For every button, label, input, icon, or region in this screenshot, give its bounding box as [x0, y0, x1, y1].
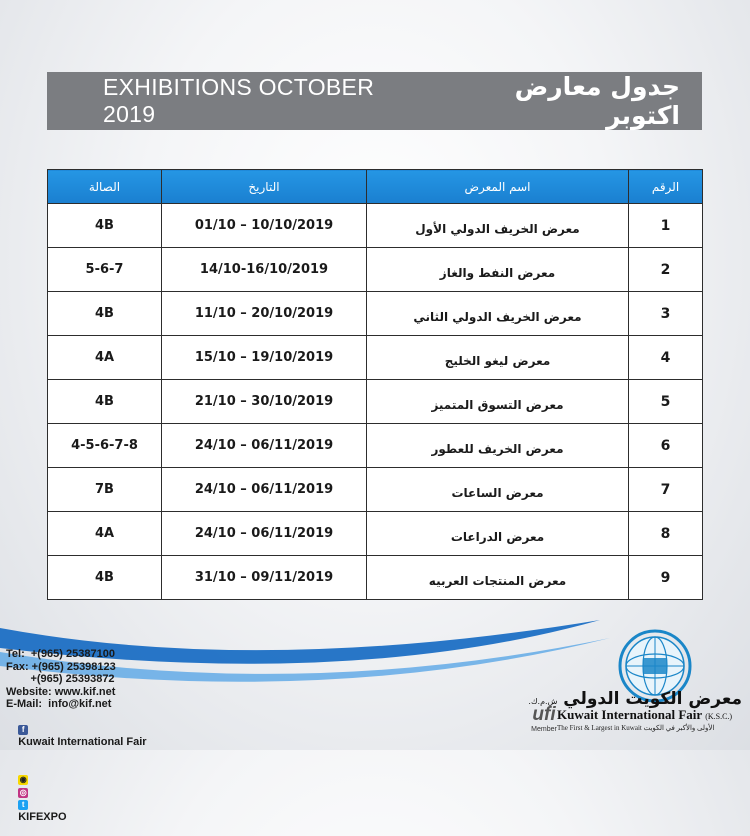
title-arabic: جدول معارض اكتوبر — [514, 72, 680, 130]
cell-name: معرض النفط والغاز — [367, 248, 629, 292]
cell-hall: 4B — [48, 556, 162, 600]
ufi-member-badge — [528, 690, 560, 742]
cell-date: 01/10 – 10/10/2019 — [162, 204, 367, 248]
cell-name: معرض الدراعات — [367, 512, 629, 556]
col-header-hall: الصالة — [48, 170, 162, 204]
cell-date: 15/10 – 19/10/2019 — [162, 336, 367, 380]
logo-name-english — [557, 707, 732, 723]
cell-number: 3 — [629, 292, 703, 336]
col-header-name: اسم المعرض — [367, 170, 629, 204]
ufi-member-label: Member — [531, 726, 557, 733]
cell-number: 7 — [629, 468, 703, 512]
cell-number: 1 — [629, 204, 703, 248]
table-row — [48, 380, 703, 424]
cell-name: معرض الخريف الدولي الثاني — [367, 292, 629, 336]
logo-suffix-arabic: ش.م.ك. — [528, 697, 558, 706]
logo-name-english-text: Kuwait International Fair — [557, 707, 702, 722]
facebook-label: Kuwait International Fair — [18, 735, 147, 748]
cell-number: 2 — [629, 248, 703, 292]
cell-date: 21/10 – 30/10/2019 — [162, 380, 367, 424]
twitter-icon: t — [18, 800, 28, 810]
logo-name-arabic — [528, 689, 742, 709]
contact-tel: Tel: +(965) 25387100 — [6, 648, 115, 660]
table-row — [48, 424, 703, 468]
snapchat-icon: ◉ — [19, 775, 27, 784]
cell-name: معرض الخريف الدولي الأول — [367, 204, 629, 248]
cell-hall: 7B — [48, 468, 162, 512]
cell-hall: 4B — [48, 292, 162, 336]
contact-website[interactable]: Website: www.kif.net — [6, 685, 116, 698]
social-handle: KIFEXPO — [18, 810, 67, 823]
title-bar — [47, 72, 702, 130]
cell-number: 5 — [629, 380, 703, 424]
table-row — [48, 204, 703, 248]
table-row — [48, 336, 703, 380]
cell-date: 14/10-16/10/2019 — [162, 248, 367, 292]
contact-block — [6, 648, 147, 836]
table-row — [48, 292, 703, 336]
cell-hall: 5-6-7 — [48, 248, 162, 292]
cell-name: معرض ليغو الخليج — [367, 336, 629, 380]
cell-date: 24/10 – 06/11/2019 — [162, 424, 367, 468]
cell-date: 11/10 – 20/10/2019 — [162, 292, 367, 336]
cell-number: 4 — [629, 336, 703, 380]
col-header-date: التاريخ — [162, 170, 367, 204]
exhibitions-table — [47, 169, 703, 600]
logo-name-arabic-text: معرض الكويت الدولي — [563, 689, 742, 709]
contact-fax-2: +(965) 25393872 — [6, 673, 115, 685]
facebook-line[interactable] — [6, 711, 147, 761]
instagram-icon: ◎ — [19, 787, 27, 797]
title-english: EXHIBITIONS OCTOBER 2019 — [103, 74, 375, 127]
logo-tagline: The First & Largest in Kuwait الأولى والأكبر في الكويت — [557, 724, 715, 732]
cell-hall: 4A — [48, 336, 162, 380]
cell-hall: 4-5-6-7-8 — [48, 424, 162, 468]
cell-hall: 4B — [48, 204, 162, 248]
cell-name: معرض الساعات — [367, 468, 629, 512]
contact-fax: Fax: +(965) 25398123 — [6, 660, 116, 673]
social-handle-line[interactable] — [6, 761, 147, 836]
contact-email[interactable]: E-Mail: info@kif.net — [6, 698, 112, 710]
table-header-row — [48, 170, 703, 204]
cell-name: معرض المنتجات العربيه — [367, 556, 629, 600]
table-row — [48, 248, 703, 292]
cell-number: 9 — [629, 556, 703, 600]
cell-date: 24/10 – 06/11/2019 — [162, 512, 367, 556]
cell-name: معرض الخريف للعطور — [367, 424, 629, 468]
cell-date: 31/10 – 09/11/2019 — [162, 556, 367, 600]
facebook-icon: f — [18, 725, 28, 735]
cell-hall: 4B — [48, 380, 162, 424]
cell-date: 24/10 – 06/11/2019 — [162, 468, 367, 512]
col-header-number: الرقم — [629, 170, 703, 204]
cell-number: 6 — [629, 424, 703, 468]
table-row — [48, 512, 703, 556]
ufi-logo: ufi — [532, 704, 556, 725]
cell-hall: 4A — [48, 512, 162, 556]
table-row — [48, 468, 703, 512]
logo-suffix-english: (K.S.C.) — [705, 712, 733, 721]
cell-name: معرض التسوق المتميز — [367, 380, 629, 424]
cell-number: 8 — [629, 512, 703, 556]
